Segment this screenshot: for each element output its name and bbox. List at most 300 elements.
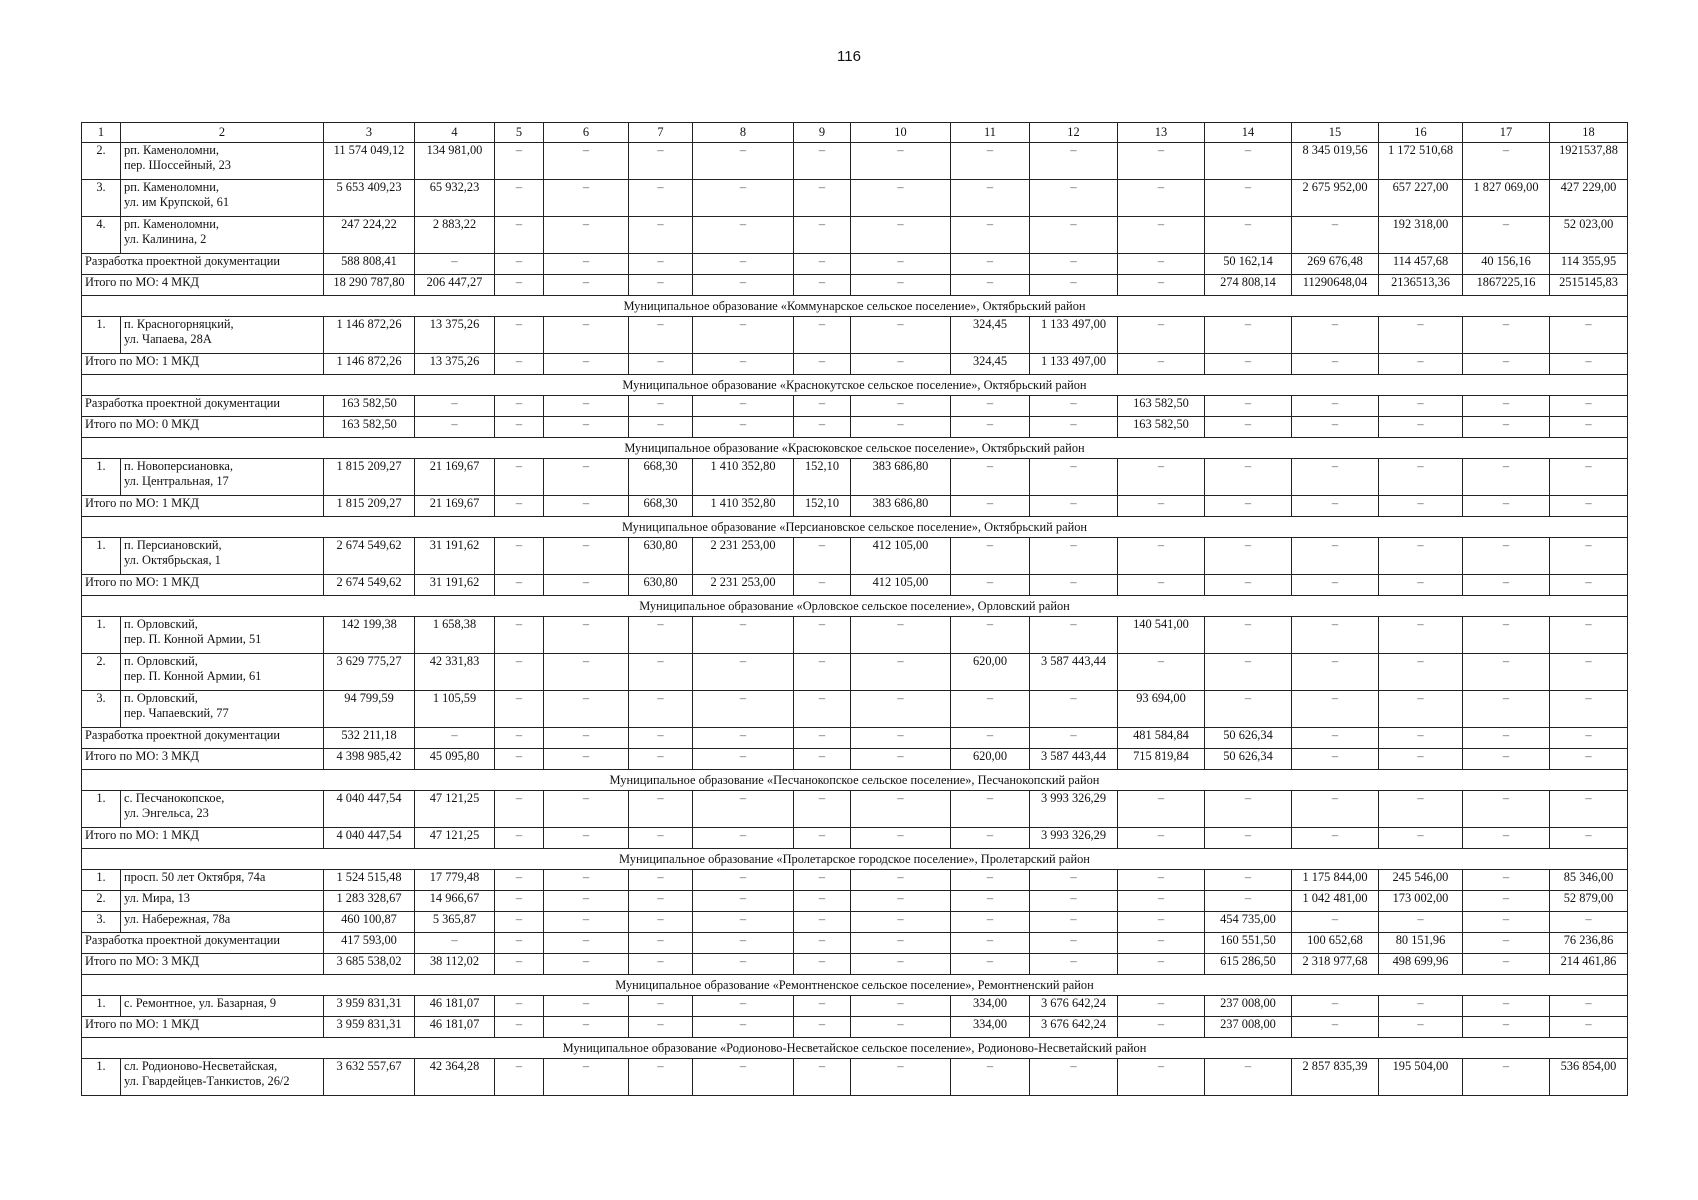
empty-cell: – (794, 891, 851, 912)
empty-cell: – (794, 396, 851, 417)
empty-cell: – (629, 791, 693, 828)
empty-cell: – (495, 996, 544, 1017)
empty-cell: – (629, 143, 693, 180)
empty-cell: – (693, 1017, 794, 1038)
amount-cell: 3 629 775,27 (324, 654, 415, 691)
empty-cell: – (851, 996, 951, 1017)
amount-cell: 14 966,67 (415, 891, 495, 912)
empty-cell: – (415, 728, 495, 749)
amount-cell: 454 735,00 (1205, 912, 1292, 933)
empty-cell: – (1205, 496, 1292, 517)
empty-cell: – (1030, 459, 1118, 496)
building-row (82, 691, 1628, 728)
empty-cell: – (1292, 912, 1379, 933)
row-label: Разработка проектной документации (82, 396, 324, 417)
empty-cell: – (851, 417, 951, 438)
row-number: 1. (82, 1059, 121, 1096)
amount-cell: 8 345 019,56 (1292, 143, 1379, 180)
empty-cell: – (1379, 749, 1463, 770)
empty-cell: – (495, 496, 544, 517)
empty-cell: – (794, 828, 851, 849)
empty-cell: – (851, 954, 951, 975)
municipality-title: Муниципальное образование «Пролетарское городское поселение», Пролетарский район (82, 849, 1628, 870)
empty-cell: – (951, 954, 1030, 975)
empty-cell: – (794, 870, 851, 891)
empty-cell: – (544, 254, 629, 275)
empty-cell: – (1463, 317, 1550, 354)
empty-cell: – (1463, 691, 1550, 728)
municipality-header-row (82, 849, 1628, 870)
row-label: Итого по МО: 0 МКД (82, 417, 324, 438)
empty-cell: – (629, 417, 693, 438)
municipality-header-row (82, 975, 1628, 996)
empty-cell: – (544, 691, 629, 728)
amount-cell: 5 365,87 (415, 912, 495, 933)
row-label: Разработка проектной документации (82, 933, 324, 954)
municipality-header-row (82, 375, 1628, 396)
amount-cell: 615 286,50 (1205, 954, 1292, 975)
empty-cell: – (1463, 870, 1550, 891)
empty-cell: – (1292, 317, 1379, 354)
empty-cell: – (851, 933, 951, 954)
page-number: 116 (837, 48, 861, 65)
empty-cell: – (544, 396, 629, 417)
empty-cell: – (1550, 417, 1628, 438)
empty-cell: – (1463, 891, 1550, 912)
empty-cell: – (794, 933, 851, 954)
empty-cell: – (1205, 1059, 1292, 1096)
subtotal-row (82, 728, 1628, 749)
empty-cell: – (544, 954, 629, 975)
empty-cell: – (1118, 1059, 1205, 1096)
row-label: Итого по МО: 1 МКД (82, 496, 324, 517)
empty-cell: – (1118, 891, 1205, 912)
empty-cell: – (794, 1017, 851, 1038)
empty-cell: – (495, 954, 544, 975)
subtotal-row (82, 254, 1628, 275)
empty-cell: – (1205, 354, 1292, 375)
amount-cell: 630,80 (629, 575, 693, 596)
empty-cell: – (495, 791, 544, 828)
empty-cell: – (544, 996, 629, 1017)
empty-cell: – (1030, 538, 1118, 575)
column-number: 18 (1550, 123, 1628, 143)
empty-cell: – (1030, 417, 1118, 438)
empty-cell: – (1030, 180, 1118, 217)
column-number-row (82, 123, 1628, 143)
municipality-header-row (82, 1038, 1628, 1059)
empty-cell: – (794, 217, 851, 254)
empty-cell: – (629, 728, 693, 749)
empty-cell: – (1463, 396, 1550, 417)
empty-cell: – (1030, 275, 1118, 296)
amount-cell: 2 883,22 (415, 217, 495, 254)
empty-cell: – (794, 617, 851, 654)
amount-cell: 3 685 538,02 (324, 954, 415, 975)
empty-cell: – (1118, 828, 1205, 849)
empty-cell: – (851, 396, 951, 417)
row-number: 1. (82, 538, 121, 575)
empty-cell: – (1030, 891, 1118, 912)
amount-cell: 50 626,34 (1205, 749, 1292, 770)
empty-cell: – (415, 417, 495, 438)
amount-cell: 247 224,22 (324, 217, 415, 254)
row-number: 2. (82, 891, 121, 912)
empty-cell: – (415, 254, 495, 275)
empty-cell: – (1550, 617, 1628, 654)
building-row (82, 143, 1628, 180)
empty-cell: – (1205, 143, 1292, 180)
subtotal-row (82, 354, 1628, 375)
column-number: 16 (1379, 123, 1463, 143)
empty-cell: – (1550, 317, 1628, 354)
building-row (82, 617, 1628, 654)
empty-cell: – (1550, 912, 1628, 933)
empty-cell: – (1118, 143, 1205, 180)
empty-cell: – (1463, 575, 1550, 596)
empty-cell: – (1550, 749, 1628, 770)
empty-cell: – (1292, 538, 1379, 575)
building-address: ул. Мира, 13 (121, 891, 324, 912)
empty-cell: – (1118, 496, 1205, 517)
empty-cell: – (851, 617, 951, 654)
amount-cell: 50 626,34 (1205, 728, 1292, 749)
empty-cell: – (1292, 828, 1379, 849)
empty-cell: – (1205, 791, 1292, 828)
empty-cell: – (1463, 217, 1550, 254)
empty-cell: – (1463, 828, 1550, 849)
amount-cell: 1 410 352,80 (693, 459, 794, 496)
empty-cell: – (1205, 575, 1292, 596)
empty-cell: – (1118, 354, 1205, 375)
empty-cell: – (693, 870, 794, 891)
amount-cell: 13 375,26 (415, 317, 495, 354)
column-number: 15 (1292, 123, 1379, 143)
building-address: п. Персиановский, ул. Октябрьская, 1 (121, 538, 324, 575)
empty-cell: – (1379, 575, 1463, 596)
amount-cell: 324,45 (951, 317, 1030, 354)
empty-cell: – (951, 933, 1030, 954)
row-label: Итого по МО: 1 МКД (82, 828, 324, 849)
amount-cell: 38 112,02 (415, 954, 495, 975)
empty-cell: – (693, 396, 794, 417)
empty-cell: – (851, 870, 951, 891)
empty-cell: – (629, 828, 693, 849)
amount-cell: 3 993 326,29 (1030, 828, 1118, 849)
empty-cell: – (1379, 317, 1463, 354)
empty-cell: – (495, 912, 544, 933)
amount-cell: 1 815 209,27 (324, 496, 415, 517)
empty-cell: – (693, 180, 794, 217)
amount-cell: 460 100,87 (324, 912, 415, 933)
amount-cell: 1 146 872,26 (324, 317, 415, 354)
empty-cell: – (495, 275, 544, 296)
amount-cell: 47 121,25 (415, 791, 495, 828)
empty-cell: – (851, 654, 951, 691)
amount-cell: 657 227,00 (1379, 180, 1463, 217)
empty-cell: – (851, 317, 951, 354)
building-row (82, 180, 1628, 217)
municipality-header-row (82, 517, 1628, 538)
amount-cell: 65 932,23 (415, 180, 495, 217)
amount-cell: 94 799,59 (324, 691, 415, 728)
empty-cell: – (1030, 617, 1118, 654)
municipality-title: Муниципальное образование «Песчанокопское сельское поселение», Песчанокопский район (82, 770, 1628, 791)
empty-cell: – (693, 143, 794, 180)
empty-cell: – (544, 870, 629, 891)
empty-cell: – (1550, 396, 1628, 417)
amount-cell: 3 632 557,67 (324, 1059, 415, 1096)
subtotal-row (82, 275, 1628, 296)
empty-cell: – (1463, 791, 1550, 828)
empty-cell: – (1292, 575, 1379, 596)
building-address: рп. Каменоломни, пер. Шоссейный, 23 (121, 143, 324, 180)
empty-cell: – (693, 728, 794, 749)
municipality-title: Муниципальное образование «Орловское сельское поселение», Орловский район (82, 596, 1628, 617)
empty-cell: – (1118, 317, 1205, 354)
empty-cell: – (1379, 617, 1463, 654)
subtotal-row (82, 954, 1628, 975)
empty-cell: – (1118, 954, 1205, 975)
amount-cell: 3 959 831,31 (324, 1017, 415, 1038)
amount-cell: 31 191,62 (415, 538, 495, 575)
empty-cell: – (951, 1059, 1030, 1096)
empty-cell: – (544, 912, 629, 933)
subtotal-row (82, 396, 1628, 417)
empty-cell: – (1379, 691, 1463, 728)
amount-cell: 334,00 (951, 1017, 1030, 1038)
amount-cell: 46 181,07 (415, 996, 495, 1017)
empty-cell: – (693, 828, 794, 849)
empty-cell: – (495, 538, 544, 575)
amount-cell: 2 231 253,00 (693, 575, 794, 596)
empty-cell: – (693, 254, 794, 275)
amount-cell: 1 524 515,48 (324, 870, 415, 891)
empty-cell: – (951, 143, 1030, 180)
column-number: 3 (324, 123, 415, 143)
municipality-title: Муниципальное образование «Родионово-Несветайское сельское поселение», Родионово-Несветайский район (82, 1038, 1628, 1059)
empty-cell: – (495, 575, 544, 596)
amount-cell: 237 008,00 (1205, 996, 1292, 1017)
amount-cell: 31 191,62 (415, 575, 495, 596)
amount-cell: 163 582,50 (324, 396, 415, 417)
empty-cell: – (1550, 996, 1628, 1017)
amount-cell: 192 318,00 (1379, 217, 1463, 254)
empty-cell: – (629, 354, 693, 375)
empty-cell: – (1118, 870, 1205, 891)
empty-cell: – (1550, 654, 1628, 691)
empty-cell: – (1205, 396, 1292, 417)
empty-cell: – (1550, 791, 1628, 828)
empty-cell: – (794, 538, 851, 575)
empty-cell: – (1292, 496, 1379, 517)
amount-cell: 21 169,67 (415, 459, 495, 496)
empty-cell: – (1292, 217, 1379, 254)
empty-cell: – (693, 891, 794, 912)
amount-cell: 1 133 497,00 (1030, 354, 1118, 375)
empty-cell: – (1030, 496, 1118, 517)
amount-cell: 18 290 787,80 (324, 275, 415, 296)
empty-cell: – (1463, 617, 1550, 654)
empty-cell: – (629, 912, 693, 933)
amount-cell: 4 040 447,54 (324, 791, 415, 828)
amount-cell: 11290648,04 (1292, 275, 1379, 296)
building-row (82, 996, 1628, 1017)
empty-cell: – (1463, 459, 1550, 496)
amount-cell: 85 346,00 (1550, 870, 1628, 891)
amount-cell: 163 582,50 (1118, 396, 1205, 417)
amount-cell: 160 551,50 (1205, 933, 1292, 954)
empty-cell: – (1292, 396, 1379, 417)
empty-cell: – (495, 459, 544, 496)
column-number: 4 (415, 123, 495, 143)
empty-cell: – (851, 180, 951, 217)
amount-cell: 2 231 253,00 (693, 538, 794, 575)
building-row (82, 317, 1628, 354)
empty-cell: – (1379, 828, 1463, 849)
empty-cell: – (1463, 996, 1550, 1017)
amount-cell: 17 779,48 (415, 870, 495, 891)
empty-cell: – (1379, 396, 1463, 417)
amount-cell: 2 857 835,39 (1292, 1059, 1379, 1096)
building-address: рп. Каменоломни, ул. Калинина, 2 (121, 217, 324, 254)
empty-cell: – (1463, 417, 1550, 438)
empty-cell: – (1205, 654, 1292, 691)
amount-cell: 76 236,86 (1550, 933, 1628, 954)
column-number: 7 (629, 123, 693, 143)
amount-cell: 536 854,00 (1550, 1059, 1628, 1096)
empty-cell: – (544, 354, 629, 375)
subtotal-row (82, 749, 1628, 770)
empty-cell: – (794, 791, 851, 828)
empty-cell: – (1292, 354, 1379, 375)
empty-cell: – (851, 891, 951, 912)
amount-cell: 620,00 (951, 749, 1030, 770)
row-number: 1. (82, 870, 121, 891)
empty-cell: – (1379, 354, 1463, 375)
amount-cell: 1921537,88 (1550, 143, 1628, 180)
amount-cell: 668,30 (629, 459, 693, 496)
empty-cell: – (693, 933, 794, 954)
empty-cell: – (693, 354, 794, 375)
building-row (82, 217, 1628, 254)
empty-cell: – (693, 275, 794, 296)
empty-cell: – (851, 691, 951, 728)
empty-cell: – (495, 354, 544, 375)
empty-cell: – (495, 217, 544, 254)
column-number: 5 (495, 123, 544, 143)
empty-cell: – (1118, 575, 1205, 596)
empty-cell: – (495, 180, 544, 217)
empty-cell: – (851, 791, 951, 828)
empty-cell: – (1205, 691, 1292, 728)
empty-cell: – (693, 954, 794, 975)
empty-cell: – (1030, 691, 1118, 728)
empty-cell: – (629, 317, 693, 354)
empty-cell: – (693, 617, 794, 654)
empty-cell: – (1205, 417, 1292, 438)
empty-cell: – (629, 275, 693, 296)
building-address: с. Песчанокопское, ул. Энгельса, 23 (121, 791, 324, 828)
column-number: 8 (693, 123, 794, 143)
row-label: Итого по МО: 3 МКД (82, 749, 324, 770)
empty-cell: – (1030, 143, 1118, 180)
amount-cell: 417 593,00 (324, 933, 415, 954)
empty-cell: – (544, 933, 629, 954)
empty-cell: – (1205, 538, 1292, 575)
empty-cell: – (851, 275, 951, 296)
amount-cell: 1867225,16 (1463, 275, 1550, 296)
amount-cell: 1 283 328,67 (324, 891, 415, 912)
column-number: 14 (1205, 123, 1292, 143)
empty-cell: – (544, 417, 629, 438)
amount-cell: 668,30 (629, 496, 693, 517)
empty-cell: – (851, 217, 951, 254)
empty-cell: – (495, 1059, 544, 1096)
amount-cell: 620,00 (951, 654, 1030, 691)
building-address: с. Ремонтное, ул. Базарная, 9 (121, 996, 324, 1017)
empty-cell: – (693, 749, 794, 770)
empty-cell: – (544, 217, 629, 254)
empty-cell: – (629, 954, 693, 975)
empty-cell: – (1463, 538, 1550, 575)
building-address: п. Новоперсиановка, ул. Центральная, 17 (121, 459, 324, 496)
amount-cell: 3 676 642,24 (1030, 1017, 1118, 1038)
subtotal-row (82, 575, 1628, 596)
municipality-header-row (82, 296, 1628, 317)
amount-cell: 114 355,95 (1550, 254, 1628, 275)
empty-cell: – (544, 654, 629, 691)
empty-cell: – (851, 912, 951, 933)
empty-cell: – (1030, 912, 1118, 933)
amount-cell: 114 457,68 (1379, 254, 1463, 275)
empty-cell: – (951, 912, 1030, 933)
empty-cell: – (544, 749, 629, 770)
amount-cell: 1 827 069,00 (1463, 180, 1550, 217)
building-row (82, 870, 1628, 891)
row-number: 3. (82, 912, 121, 933)
empty-cell: – (495, 691, 544, 728)
empty-cell: – (693, 791, 794, 828)
empty-cell: – (1030, 1059, 1118, 1096)
amount-cell: 427 229,00 (1550, 180, 1628, 217)
row-number: 1. (82, 996, 121, 1017)
empty-cell: – (693, 912, 794, 933)
empty-cell: – (495, 870, 544, 891)
empty-cell: – (1292, 459, 1379, 496)
building-row (82, 1059, 1628, 1096)
empty-cell: – (1463, 912, 1550, 933)
empty-cell: – (794, 912, 851, 933)
column-number: 6 (544, 123, 629, 143)
empty-cell: – (1292, 417, 1379, 438)
municipality-title: Муниципальное образование «Краснокутское сельское поселение», Октябрьский район (82, 375, 1628, 396)
amount-cell: 21 169,67 (415, 496, 495, 517)
amount-cell: 2 675 952,00 (1292, 180, 1379, 217)
empty-cell: – (1205, 180, 1292, 217)
amount-cell: 40 156,16 (1463, 254, 1550, 275)
empty-cell: – (415, 933, 495, 954)
empty-cell: – (951, 575, 1030, 596)
empty-cell: – (951, 538, 1030, 575)
column-number: 9 (794, 123, 851, 143)
amount-cell: 715 819,84 (1118, 749, 1205, 770)
row-label: Разработка проектной документации (82, 728, 324, 749)
municipality-title: Муниципальное образование «Ремонтненское сельское поселение», Ремонтненский район (82, 975, 1628, 996)
empty-cell: – (495, 617, 544, 654)
building-row (82, 791, 1628, 828)
empty-cell: – (1463, 1059, 1550, 1096)
